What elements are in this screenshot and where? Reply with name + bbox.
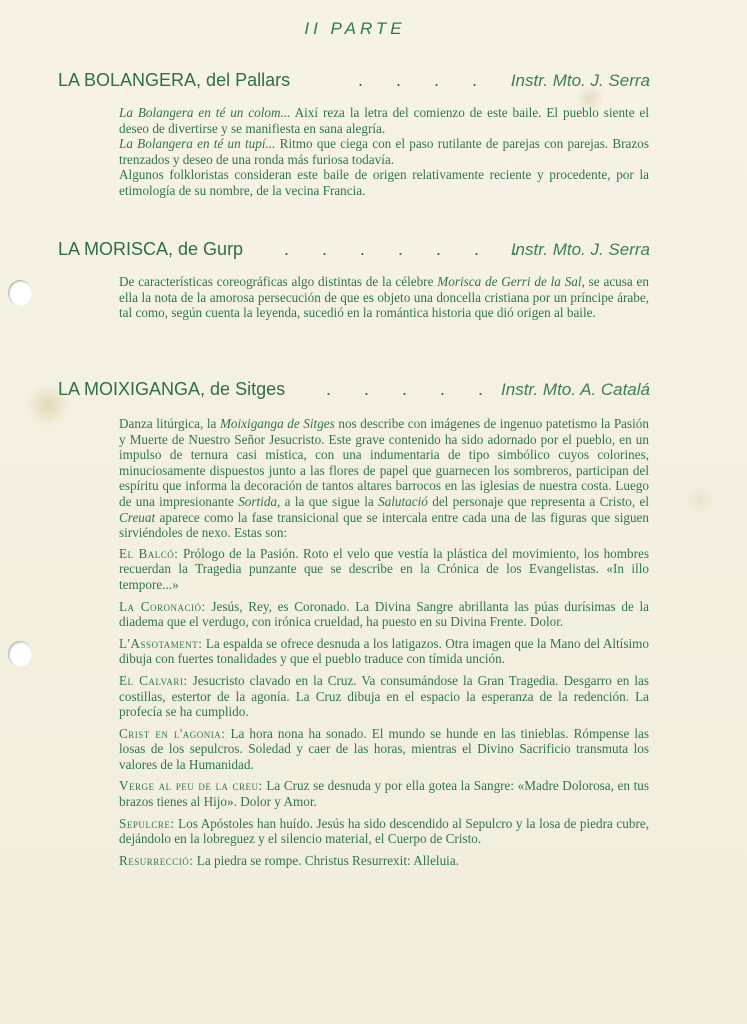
figure-text: La hora nona ha sonado. El mundo se hunde en las tinieblas. Rómpense las losas de los sepulcros. Soledad y caer de las horas, mientras el Divino Sacrificio transmuta los valores de la Humanidad. — [119, 725, 649, 772]
figure-paragraph — [119, 853, 649, 869]
italic-text: Salutació — [378, 493, 428, 509]
figure-text: Jesús, Rey, es Coronado. La Divina Sangre abrillanta las púas durísimas de la diadema que el verdugo, con irónica crueldad, ha puesto en su Divina Frente. Dolor. — [119, 598, 649, 630]
figure-paragraph — [119, 546, 649, 593]
figure-text: La espalda se ofrece desnuda a los latigazos. Otra imagen que la Mano del Altísimo dibuja con fuertes tonalidades y que el pueblo traduce con tímida unción. — [119, 635, 649, 667]
figure-text: Los Apóstoles han huído. Jesús ha sido descendido al Sepulcro y la losa de piedra cubre, dejándolo en la lobreguez y el silencio material, el Cuerpo de Cristo. — [119, 815, 649, 847]
figure-name: El Calvari: — [119, 672, 188, 688]
binder-hole — [8, 641, 32, 667]
figure-paragraph — [119, 636, 649, 667]
paragraph-text: nos describe con imágenes de ingenuo patetismo la Pasión y Muerte de Nuestro Señor Jesucristo. Este grave contenido ha sido adornado por el pueblo, en un impulso de ternura casi mística, con una indumentaria de tipo simbólico cuyos colorines, minuciosamente dispuestos junto a las flores de papel que guarnecen los sombreros, participan del espíritu que informa la decoración de tantos altares barrocos en las iglesias de nuestra costa. Luego de una impresionante — [119, 416, 649, 509]
section-body-moixiganga — [119, 416, 649, 868]
paragraph-text: , se acusa en ella la nota de la amorosa persecución de que es objeto una doncella cristiana por un príncipe árabe, tal como, según cuenta la leyenda, sucedió en la romántica historia que dió origen al baile. — [119, 274, 650, 321]
italic-lead: La Bolangera en té un colom... — [119, 105, 291, 120]
leader-dots: . . . . . — [358, 70, 530, 90]
section-instructor: Instr. Mto. A. Catalá — [501, 380, 650, 399]
figure-text: Prólogo de la Pasión. Roto el velo que vestía la plástica del movimiento, los hombres recuerdan la Tragedia punzante que se describe en la Crónica de los Evangelistas. «In illo tempore...» — [119, 545, 649, 592]
paragraph-text: Algunos folkloristas consideran este baile de origen relativamente reciente y procedente, por la etimología de su nombre, de la vecina Francia. — [119, 167, 649, 198]
figure-paragraph — [119, 726, 649, 773]
figure-text: La Cruz se desnuda y por ella gotea la Sangre: «Madre Dolorosa, en tus brazos tienes al Hijo». Dolor y Amor. — [119, 778, 649, 810]
figure-name: Crist en l'agonia: — [119, 725, 226, 741]
figure-paragraph — [119, 778, 649, 809]
section-instructor: Instr. Mto. J. Serra — [510, 71, 650, 90]
italic-lead: La Bolangera en té un tupí... — [119, 136, 276, 152]
section-instructor: Instr. Mto. J. Serra — [510, 240, 650, 259]
section-title: LA BOLANGERA, del Pallars — [58, 70, 291, 90]
section-body-bolangera — [119, 105, 649, 199]
figure-text: La piedra se rompe. Christus Resurrexit: Alleluia. — [193, 852, 459, 868]
section-title: LA MOIXIGANGA, de Sitges — [58, 379, 286, 399]
paragraph-text: De características coreográficas algo distintas de la célebre — [119, 274, 438, 289]
binder-hole — [8, 280, 32, 306]
figure-paragraph — [119, 673, 649, 720]
leader-dots: . . . . . . . — [284, 239, 532, 259]
figure-paragraph — [119, 599, 649, 630]
paragraph-text: , a la que sigue la — [277, 493, 379, 509]
figure-paragraph — [119, 816, 649, 847]
intro-paragraph — [119, 416, 649, 541]
figure-name: L'Assotament: — [119, 635, 203, 651]
part-title: II PARTE — [304, 19, 406, 38]
paragraph — [119, 105, 649, 136]
figure-name: Resurrecció: — [119, 852, 194, 868]
italic-text: Moixiganga de Sitges — [219, 416, 335, 431]
italic-text: Morisca de Gerri de la Sal — [437, 274, 582, 289]
paragraph-text: Danza litúrgica, la — [119, 416, 220, 431]
paragraph-text: aparece como la fase transicional que se intercala entre cada una de las figuras que siguen sirviéndoles de nexo. Estas son: — [119, 509, 649, 541]
section-heading-bolangera — [58, 70, 650, 94]
italic-text: Sortida — [238, 493, 278, 509]
paragraph-text: Ritmo que ciega con el paso rutilante de parejas con parejas. Brazos trenzados y deseo de una ronda más furiosa todavía. — [119, 136, 649, 167]
paragraph-text: del personaje que representa a Cristo, el — [427, 493, 649, 509]
paragraph — [119, 274, 649, 321]
figure-text: Jesucristo clavado en la Cruz. Va consumándose la Gran Tragedia. Desgarro en las costillas, estertor de la agonía. La Cruz dibuja en el espacio la esperanza de la redención. La profecía se ha cumplido. — [119, 672, 649, 720]
section-title: LA MORISCA, de Gurp — [58, 239, 244, 259]
section-heading-morisca — [58, 239, 650, 263]
figure-name: Verge al peu de la creu: — [119, 778, 263, 794]
leader-dots: . . . . . — [326, 379, 498, 399]
figure-name: Sepulcre: — [119, 815, 175, 831]
paragraph — [119, 167, 649, 198]
paragraph-text: Així reza la letra del comienzo de este baile. El pueblo siente el deseo de divertirse y se manifiesta en sana alegría. — [119, 105, 649, 136]
section-heading-moixiganga — [58, 379, 650, 403]
figure-name: El Balcó: — [119, 545, 179, 561]
italic-text: Creuat — [119, 509, 156, 525]
section-body-morisca — [119, 274, 649, 321]
paragraph — [119, 136, 649, 167]
figure-name: La Coronació: — [119, 598, 206, 614]
